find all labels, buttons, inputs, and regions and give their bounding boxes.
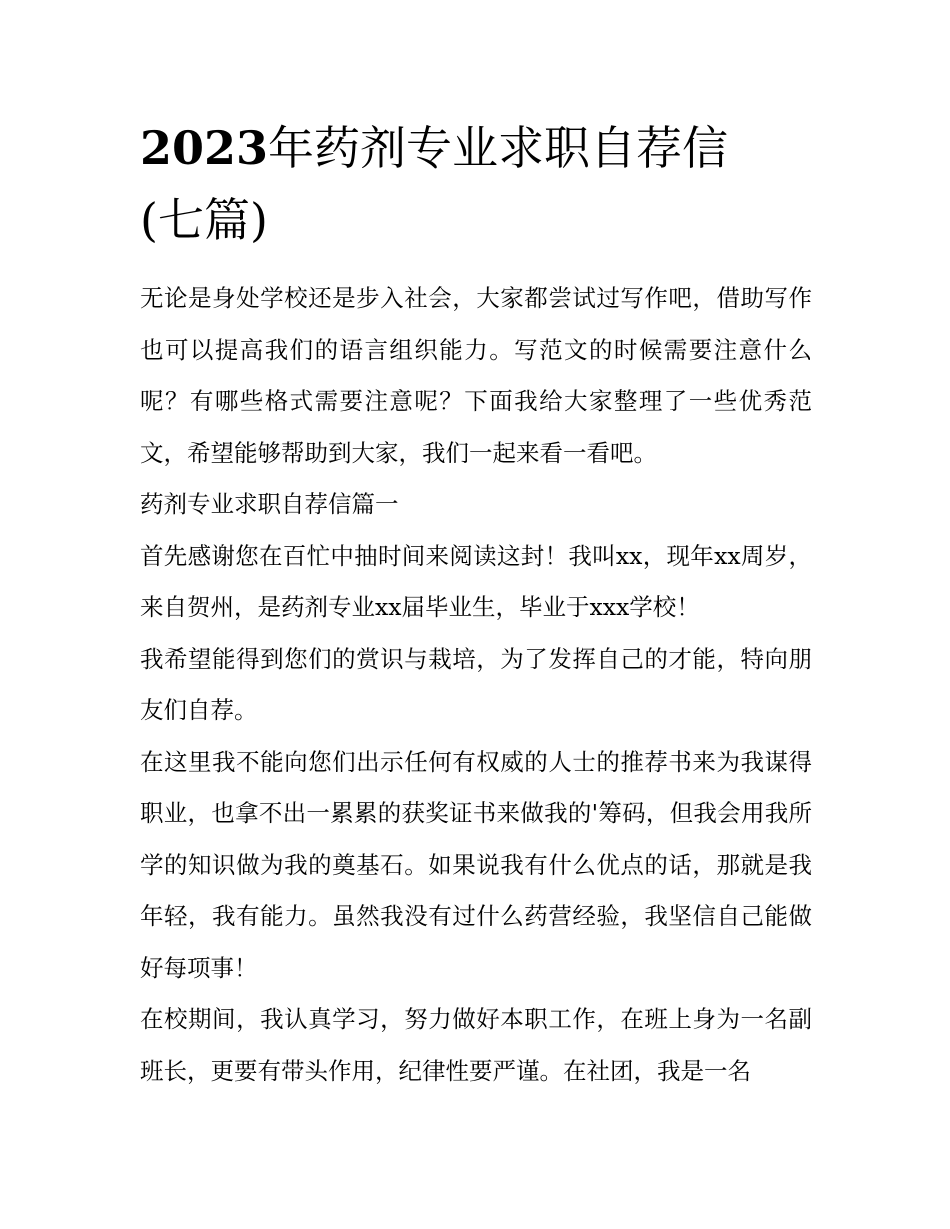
title-line-1: 2023年药剂专业求职自荐信 — [140, 121, 729, 175]
document-page — [140, 112, 812, 1097]
body-paragraph: 在校期间，我认真学习，努力做好本职工作，在班上身为一名副班长，更要有带头作用，纪律性要严谨。在社团，我是一名 — [140, 1005, 812, 1085]
document-title — [140, 112, 812, 256]
section-heading: 药剂专业求职自荐信篇一 — [140, 490, 399, 518]
body-paragraph: 我希望能得到您们的赏识与栽培，为了发挥自己的才能，特向朋友们自荐。 — [140, 644, 812, 724]
intro-paragraph: 无论是身处学校还是步入社会，大家都尝试过写作吧，借助写作也可以提高我们的语言组织能力。写范文的时候需要注意什么呢？有哪些格式需要注意呢？下面我给大家整理了一些优秀范文，希望能够帮助到大家，我们一起来看一看吧。 — [140, 284, 812, 467]
title-line-2: (七篇) — [140, 193, 268, 247]
body-paragraph: 首先感谢您在百忙中抽时间来阅读这封！我叫xx，现年xx周岁，来自贺州，是药剂专业xx届毕业生，毕业于xxx学校！ — [140, 541, 812, 621]
body-paragraph: 在这里我不能向您们出示任何有权威的人士的推荐书来为我谋得职业，也拿不出一累累的获奖证书来做我的'筹码，但我会用我所学的知识做为我的奠基石。如果说我有什么优点的话，那就是我年轻，我有能力。虽然我没有过什么药营经验，我坚信自己能做好每项事！ — [140, 747, 812, 982]
title-year: 2023 — [140, 121, 269, 175]
document-body — [140, 273, 812, 1097]
